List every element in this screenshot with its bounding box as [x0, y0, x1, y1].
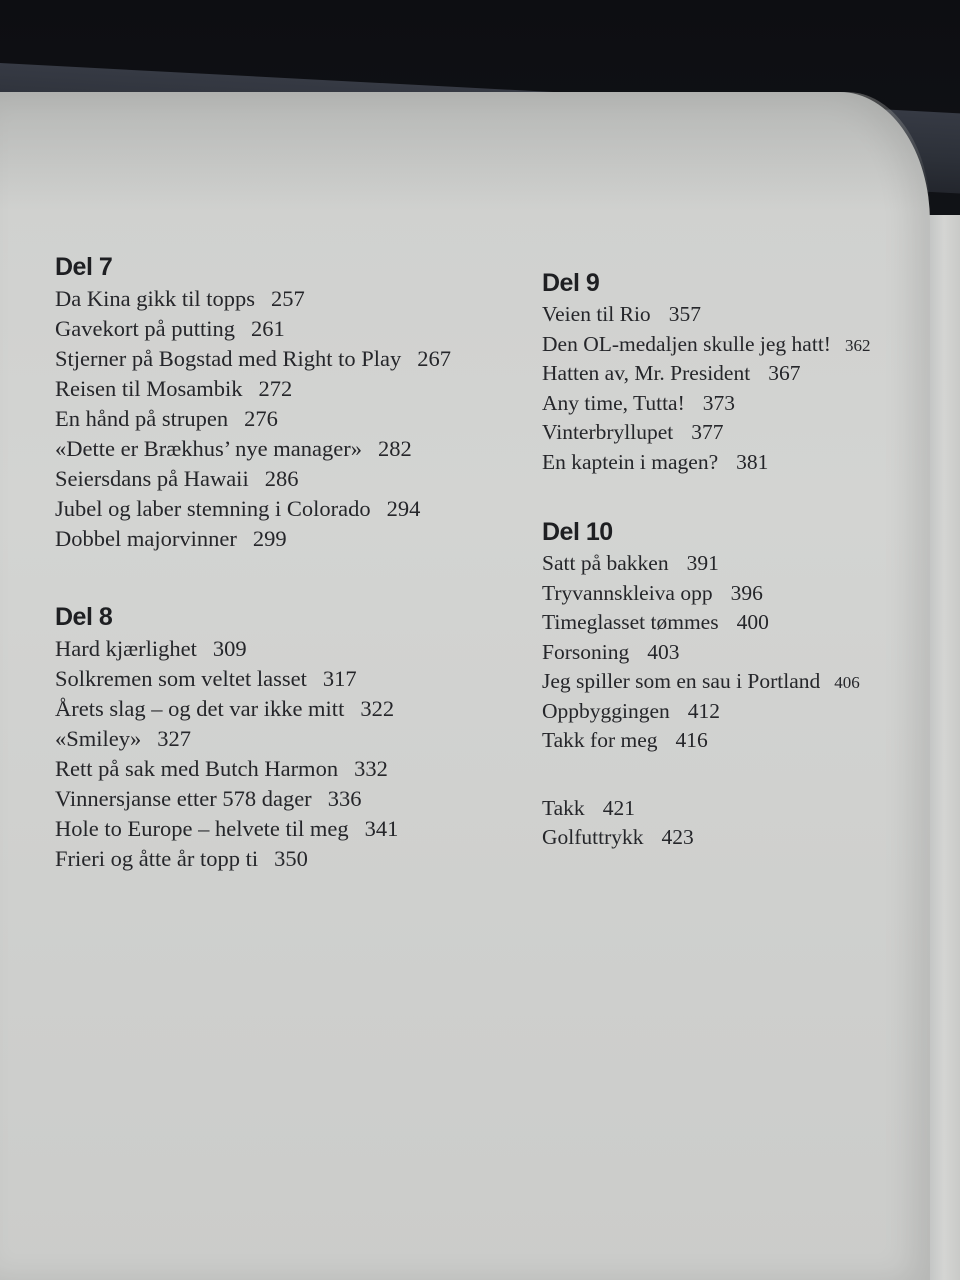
section-gap — [542, 477, 902, 515]
toc-entry — [55, 664, 525, 694]
section-gap — [55, 554, 525, 600]
toc-entry — [55, 754, 525, 784]
section-heading-del-8: Del 8 — [55, 603, 113, 631]
toc-entry — [542, 448, 902, 478]
entry-page-number: 276 — [244, 406, 278, 431]
toc-entry — [542, 823, 902, 853]
toc-entry — [542, 418, 902, 448]
entry-title: Gavekort på putting — [55, 316, 235, 341]
entry-page-number: 377 — [691, 420, 724, 444]
entry-page-number: 357 — [668, 302, 701, 326]
entry-page-number: 406 — [834, 673, 860, 692]
entry-title: Veien til Rio — [542, 302, 651, 326]
toc-entry — [542, 726, 902, 756]
entry-title: Seiersdans på Hawaii — [55, 466, 249, 491]
entry-page-number: 267 — [417, 346, 451, 371]
toc-entry — [55, 434, 525, 464]
entry-title: Hatten av, Mr. President — [542, 361, 751, 385]
entry-title: En kaptein i magen? — [542, 449, 719, 474]
entry-title: Tryvannskleiva opp — [542, 580, 713, 605]
entry-title: Timeglasset tømmes — [542, 610, 719, 634]
entry-page-number: 332 — [354, 756, 388, 781]
entry-page-number: 412 — [687, 698, 721, 723]
toc-entry — [55, 844, 525, 874]
section-del-7-list — [55, 284, 525, 554]
entry-page-number: 373 — [702, 390, 736, 415]
entry-title: Takk — [542, 795, 585, 820]
toc-entry — [542, 389, 902, 419]
toc-entry — [542, 579, 902, 609]
entry-title: Vinterbryllupet — [542, 420, 674, 444]
section-del-10-list — [542, 549, 902, 756]
toc-left-column — [55, 250, 525, 874]
toc-entry — [55, 344, 525, 374]
entry-title: Vinnersjanse etter 578 dager — [55, 786, 312, 811]
entry-page-number: 336 — [327, 786, 362, 811]
entry-title: Stjerner på Bogstad med Right to Play — [55, 346, 402, 371]
toc-entry — [542, 359, 902, 389]
entry-page-number: 299 — [252, 526, 287, 551]
entry-title: «Dette er Brækhus’ nye manager» — [55, 436, 362, 461]
entry-page-number: 327 — [157, 726, 192, 751]
entry-page-number: 381 — [736, 449, 769, 474]
toc-entry — [55, 694, 525, 724]
toc-right-column — [542, 266, 902, 853]
entry-page-number: 400 — [736, 610, 769, 634]
toc-entry — [542, 549, 902, 579]
entry-page-number: 421 — [602, 795, 635, 820]
toc-entry — [55, 814, 525, 844]
entry-title: Oppbyggingen — [542, 698, 670, 723]
entry-page-number: 350 — [274, 846, 308, 871]
entry-page-number: 309 — [212, 636, 247, 661]
entry-title: Jeg spiller som en sau i Portland — [542, 669, 821, 693]
entry-title: Hard kjærlighet — [55, 636, 197, 661]
entry-title: Golfuttrykk — [542, 825, 644, 849]
entry-title: Takk for meg — [542, 728, 658, 752]
toc-entry — [55, 634, 525, 664]
entry-title: Dobbel majorvinner — [55, 526, 237, 551]
entry-title: Any time, Tutta! — [542, 390, 685, 415]
entry-title: Hole to Europe – helvete til meg — [55, 816, 349, 841]
section-heading-del-7: Del 7 — [55, 253, 113, 281]
entry-page-number: 286 — [264, 466, 299, 491]
entry-title: Forsoning — [542, 639, 630, 664]
toc-entry — [542, 667, 902, 697]
section-heading-del-9: Del 9 — [542, 269, 600, 297]
entry-page-number: 261 — [250, 316, 285, 341]
section-del-9-list — [542, 300, 902, 477]
section-heading-del-10: Del 10 — [542, 518, 613, 546]
entry-page-number: 396 — [730, 580, 763, 605]
entry-page-number: 294 — [386, 496, 421, 521]
toc-entry — [55, 724, 525, 754]
entry-page-number: 257 — [270, 286, 305, 311]
entry-page-number: 403 — [647, 639, 680, 664]
toc-entry — [55, 314, 525, 344]
entry-title: Solkremen som veltet lasset — [55, 666, 307, 691]
entry-page-number: 367 — [768, 361, 801, 385]
entry-page-number: 272 — [258, 376, 293, 401]
toc-entry — [542, 300, 902, 330]
toc-entry — [542, 697, 902, 727]
entry-title: Rett på sak med Butch Harmon — [55, 756, 339, 781]
toc-entry — [542, 608, 902, 638]
entry-title: Årets slag – og det var ikke mitt — [55, 696, 345, 721]
entry-page-number: 362 — [844, 335, 871, 355]
entry-page-number: 423 — [661, 825, 694, 849]
toc-entry — [55, 464, 525, 494]
toc-entry — [55, 374, 525, 404]
toc-entry — [55, 494, 525, 524]
entry-title: Da Kina gikk til topps — [55, 286, 255, 311]
entry-page-number: 416 — [675, 728, 708, 752]
section-gap — [542, 756, 902, 794]
entry-title: Reisen til Mosambik — [55, 376, 243, 401]
back-matter-list — [542, 794, 902, 853]
entry-title: En hånd på strupen — [55, 406, 229, 431]
entry-page-number: 317 — [322, 666, 357, 691]
entry-page-number: 391 — [686, 551, 719, 575]
section-del-8-list — [55, 634, 525, 874]
toc-entry — [542, 330, 902, 360]
toc-entry — [55, 524, 525, 554]
entry-title: Jubel og laber stemning i Colorado — [55, 496, 371, 521]
entry-page-number: 282 — [377, 436, 412, 461]
entry-page-number: 322 — [360, 696, 395, 721]
toc-entry — [55, 284, 525, 314]
entry-title: Satt på bakken — [542, 551, 669, 575]
entry-title: Den OL-medaljen skulle jeg hatt! — [542, 331, 831, 356]
entry-page-number: 341 — [364, 816, 399, 841]
entry-title: «Smiley» — [55, 726, 142, 751]
toc-entry — [55, 404, 525, 434]
toc-entry — [55, 784, 525, 814]
entry-title: Frieri og åtte år topp ti — [55, 846, 259, 871]
toc-entry — [542, 638, 902, 668]
toc-entry — [542, 794, 902, 824]
